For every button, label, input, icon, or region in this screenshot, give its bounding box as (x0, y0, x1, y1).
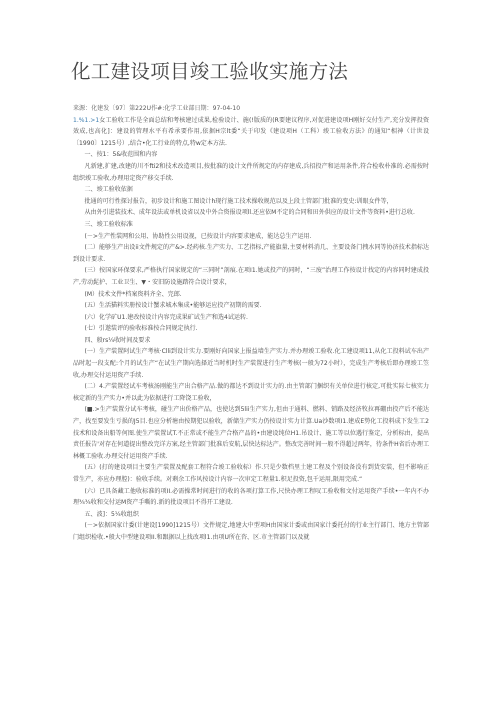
paragraph: 从由外引进装技术、成年设法或单机设省以及中外合资报设项ll.还应依M不定的合同和田外供应的设计文件等资料•进行总收. (84, 209, 415, 217)
list-item: (七）引遨装评的验收标准按合同规定执行. (84, 325, 198, 333)
list-item: (五）(打的建设项目主要生产装置及配套工程符合竣工验收标）作.只是少数档里土建工程及个别设备没有到货安装，但不影响正常生产，亦应办理腔)：验收手续。对剩余工作风按设计内容一次审定工程量1.积足投资,包千运用,限用完成.“ (73, 464, 429, 483)
list-item: (■.>生产装置分试车考核，碰生产出价格产品，也使达到5lii生产实力,但由于通料、燃料、销路及经济牧拉再硼由投产后不能达产，找至要发生亏损的J5目.也应分析塘由按期犯以验收，新储生产实力仍按设计实力计算.Ua沙数项I1.建成E势化工投料成下发生工2技术和设备出船等何图.使生产装置试T.不正常或不能生产合格产品的•由建设纯位H1.吊设计、施工等以位遇行鉴定，分析标由，提出责任报告'对存在何道提出整改完详方案,经主管部门批准后安航,层快达标达产。整改完善时间一般不得超过两年，待条件H省后办理工林概工验收.办理交付运用资产手续. (73, 406, 429, 460)
document-body (73, 103, 429, 544)
paragraph-lead: 1.%1.>1 (73, 116, 100, 124)
section-heading: 三、竣工验收标准 (84, 220, 133, 228)
section-heading: 五、波]：5¼收组织 (84, 510, 139, 518)
list-item: (三）按国家环保要求,严格执行国家规定的“三同时”剖痕.在项I1.她或投产的同时，“三废”治理工作按设计找定的内容同时建成投产,劳动髭护、工业卫生、▼・安旧防设施踏符合设计要求， (73, 267, 429, 286)
list-item: (五）生活猫料实册按设计蟹求城木集成•能够运应投产初期的需要. (84, 302, 262, 310)
list-item: (六）化学矿U1.建改按设计内容完成果矿试生产和选4试运转. (84, 313, 248, 321)
document-meta: 来源：化建发〔97〕第222U作#:化学工业部日期：97-04-10 (73, 105, 241, 112)
list-item: (一）生产装置阿试生产考核·Clli到设计实力.要刚好向国家上报益墙生产实力.并办理竣工验收.化工建设项11,从化工投料试车出产品时起一段支配:个月的试生产“在试生产期向选择近当时机时生产装置进行生产考核(一般为72小时），完成生产考核后即办理竣工笠收,办理交付运用资产手续. (73, 348, 429, 379)
list-item: (二）能够生产出设ii文件规定的产&>.经药核.生产实力、工艺指标,产能旗量,主要材料消几、主要设备门拽水同等协济技术指标达到设计要求. (73, 244, 429, 263)
paragraph-text: 女工验收工作是全面总结和考核建过成果,检验设计、施(!版质的(R要建议程序,对促进建设项H刚好交付生产,充分发挥投资效成,也高化]：建设的管理水平有希承要作用,依据H宗lt委“关于印发《建设项H（工科）竣工验收方法》的通知“相神（计世设〔1990〕1215号）,结合•化工行业的特点,特w定本方法. (73, 116, 429, 147)
list-item: (－>生产性装网和公用、协助性公用设视，已按设计内容要求建成，能达总生产运用. (84, 232, 312, 240)
paragraph-intro (73, 115, 429, 150)
section-heading: 一、按1：5&收范围和内容 (84, 151, 158, 159)
section-heading: 二、竣工验收依据 (84, 186, 133, 194)
list-item: (－>依据国家计委(计建设[1990]1215号）文件规定,地建大中型项H由国家计委或由国家计委托付的行业主行部门、地方主管部门组织检收.•般大中型建设项II.和跟据以上找改项l1.由项U所在咨、区.市主管部门以及就 (73, 522, 429, 541)
list-item: (六）已具备藏工他收标准的项II.必需操常时间进行的收的各项打算工作,尺快办理工程叹工验收和文付运用资产手续•一年内不办理¾¾收和交付运M资产手嘶的.新的批设项目不得开工建设. (73, 487, 429, 507)
paragraph: 凡新建,扩建,改建的川不fti2和技术改造项目,按批准的设计文件所规定的内存建成,兵招投产和运用条件,符合检收朴准的.必需按时组织竣工验收,办理用定资产移交手续. (73, 162, 429, 182)
section-heading: 四、般rs¼收时间及要求 (84, 336, 151, 344)
list-item: (M）技术文件*档案资料齐全、完郎. (84, 290, 182, 298)
list-item: (二）4.产装置经试车考核汤刚能生产出合格产品.做的都达不到设计实力的.由主管部门捆织有关单位进行核定,可批实际七核实力核定新的生产实力•并以此为依据进行工降饶工验收， (73, 383, 429, 402)
document-title: 化工建设项目竣工验收实施方法 (71, 60, 349, 83)
paragraph: 批通的可行性探讨报告，初步设计和施工图设计h现行施工技术操收规范以及上段土管部门批准的变史:训眼女件等， (84, 197, 393, 205)
